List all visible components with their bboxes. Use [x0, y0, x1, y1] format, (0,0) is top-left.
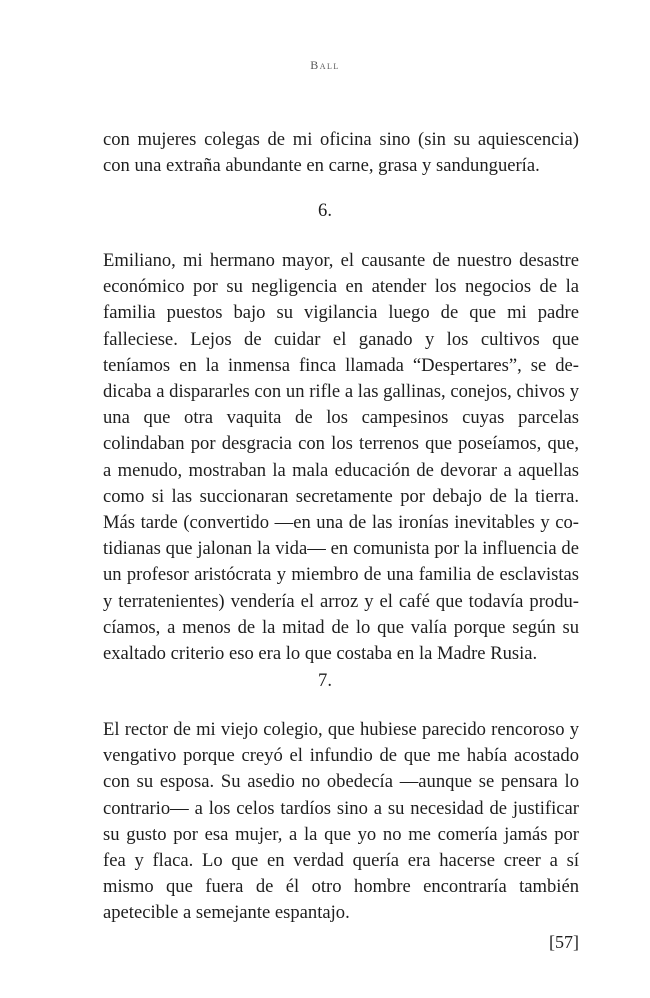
section-6-paragraph: Emiliano, mi hermano mayor, el causante de nuestro desastre económico por su negligencia en atender los negocios de la familia puestos bajo su vigilancia luego de que mi padre falleciese. Lejos de cuidar el ganado y los cultivos que teníamos en la inmensa finca llamada “Despertares”, se dedicaba a dispararles con un rifle a las gallinas, conejos, chivos y una que otra vaquita de los campesinos cuyas parcelas colindaban por desgracia con los terrenos que poseíamos, que, a menudo, mostraban la mala educación de devorar a aquellas como si las succionaran secretamente por debajo de la tierra. Más tarde (convertido —en una de las ironías inevitables y cotidianas que jalonan la vida— en comunista por la influencia de un profesor aristócrata y miembro de una familia de esclavistas y terratenientes) vendería el arroz y el café que todavía producíamos, a menos de la mitad de lo que valía porque según su exaltado criterio eso era lo que costaba en la Madre Rusia. — [103, 250, 579, 665]
running-head: Ball — [310, 58, 340, 72]
section-7-body — [103, 717, 579, 927]
section-number-6: 6. — [318, 200, 332, 221]
section-7-paragraph: El rector de mi viejo colegio, que hubiese parecido rencoroso y vengativo porque creyó el infundio de que me había acostado con su esposa. Su asedio no obedecía —aunque se pensara lo contrario— a los celos tardíos sino a su necesidad de justificar su gusto por esa mujer, a la que yo no me comería jamás por fea y flaca. Lo que en verdad quería era hacerse creer a sí mismo que fuera de él otro hombre encontraría también apetecible a semejante espantajo. — [103, 719, 579, 924]
paragraph-text: con mujeres colegas de mi oficina sino (sin su aquiescencia) con una extraña abundante en carne, grasa y sandunguería. — [103, 129, 579, 177]
section-number-7: 7. — [318, 670, 332, 691]
paragraph-continuation — [103, 127, 579, 179]
section-6-body — [103, 248, 579, 667]
page-number: [57] — [549, 932, 579, 952]
